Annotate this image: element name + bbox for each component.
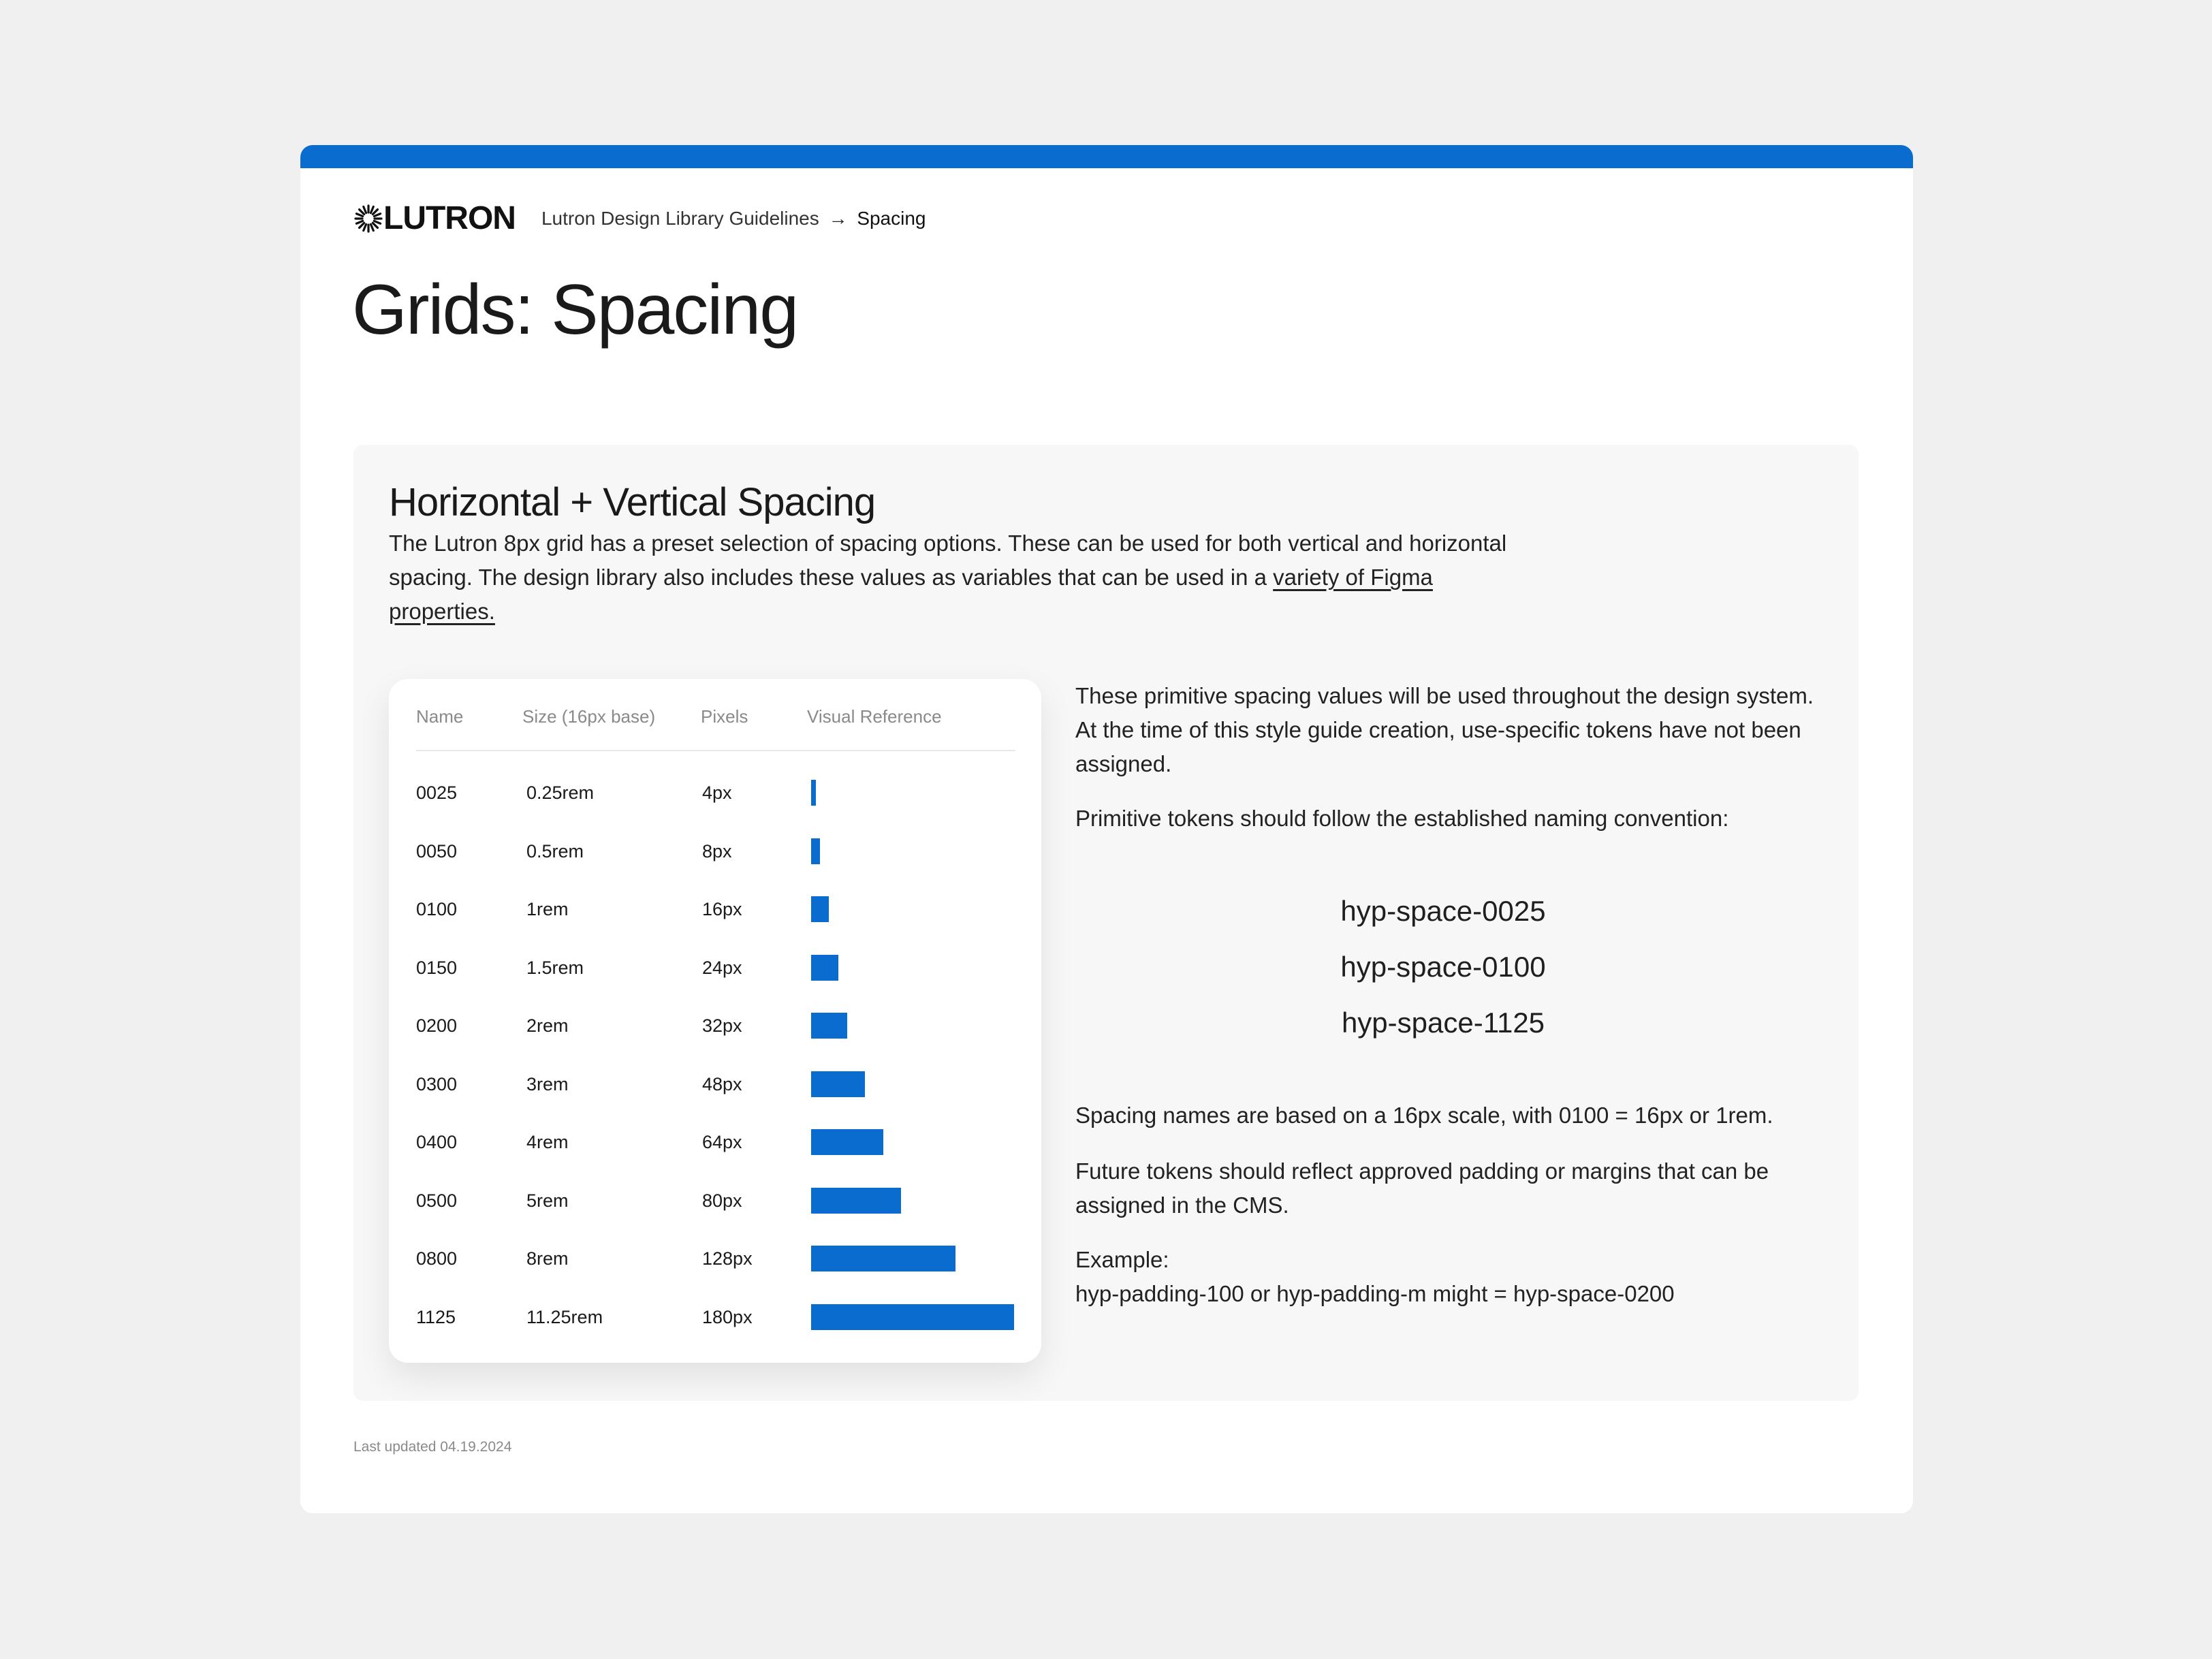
- visual-reference: [811, 838, 820, 864]
- spacing-bar: [811, 1246, 955, 1271]
- header-size: Size (16px base): [522, 706, 656, 727]
- accent-bar: [300, 145, 1913, 168]
- row-name: 0050: [416, 840, 458, 862]
- row-pixels: 64px: [702, 1132, 742, 1152]
- intro-body: The Lutron 8px grid has a preset selection of spacing options. These can be used for both vertical and horizontal spacing. The design library also includes these values as variables that can be used in a: [389, 531, 1507, 590]
- visual-reference: [811, 955, 838, 981]
- logo-text: LUTRON: [383, 200, 516, 236]
- spacing-table: [389, 679, 1041, 1363]
- row-pixels: 180px: [702, 1306, 753, 1327]
- future-tokens-note: Future tokens should reflect approved padding or margins that can be assigned in the CMS.: [1075, 1158, 1769, 1218]
- row-name: 0800: [416, 1248, 458, 1269]
- token-examples: [1075, 883, 1811, 1051]
- spacing-bar: [811, 1304, 1014, 1330]
- example-label: Example:: [1075, 1247, 1169, 1272]
- visual-reference: [811, 1246, 955, 1271]
- visual-reference: [811, 1013, 847, 1039]
- scale-note: Spacing names are based on a 16px scale, with 0100 = 16px or 1rem.: [1075, 1103, 1773, 1128]
- spacing-bar: [811, 838, 820, 864]
- row-pixels: 8px: [702, 840, 732, 862]
- last-updated: Last updated 04.19.2024: [353, 1439, 512, 1455]
- header-visual: Visual Reference: [807, 706, 942, 727]
- row-size: 8rem: [526, 1248, 569, 1269]
- token-example: hyp-space-1125: [1341, 1007, 1545, 1039]
- page-title: Grids: Spacing: [352, 270, 798, 349]
- row-pixels: 128px: [702, 1248, 753, 1269]
- table-header: [416, 706, 1015, 751]
- primitive-description: These primitive spacing values will be used throughout the design system. At the time of this style guide creation, use-specific tokens have not been assigned.: [1075, 683, 1814, 776]
- lutron-logo[interactable]: [353, 202, 516, 235]
- spacing-bar: [811, 1188, 901, 1214]
- table-row: [416, 1240, 1015, 1299]
- visual-reference: [811, 1304, 1014, 1330]
- table-row: [416, 1007, 1015, 1066]
- row-name: 0150: [416, 957, 458, 978]
- visual-reference: [811, 1188, 901, 1214]
- row-name: 1125: [416, 1306, 456, 1327]
- section-title: Horizontal + Vertical Spacing: [389, 480, 876, 524]
- row-name: 0400: [416, 1132, 458, 1152]
- row-pixels: 48px: [702, 1073, 742, 1094]
- token-example: hyp-space-0100: [1340, 951, 1546, 983]
- table-row: [416, 1124, 1015, 1182]
- table-body: [416, 774, 1015, 1357]
- row-size: 4rem: [526, 1132, 569, 1152]
- token-example: hyp-space-0025: [1340, 895, 1546, 927]
- row-pixels: 32px: [702, 1015, 742, 1036]
- header-name: Name: [416, 706, 464, 727]
- figma-properties-link[interactable]: variety of Figma properties.: [389, 565, 1433, 624]
- table-row: [416, 1182, 1015, 1241]
- example-block: [1075, 1243, 1824, 1311]
- row-name: 0300: [416, 1073, 458, 1094]
- visual-reference: [811, 1129, 883, 1155]
- visual-reference: [811, 896, 829, 922]
- table-row: [416, 949, 1015, 1008]
- spacing-bar: [811, 1071, 865, 1097]
- breadcrumb: [541, 209, 926, 228]
- spacing-bar: [811, 1013, 847, 1039]
- starburst-icon: [353, 204, 383, 234]
- row-name: 0100: [416, 899, 458, 919]
- row-size: 5rem: [526, 1190, 569, 1211]
- table-row: [416, 1299, 1015, 1357]
- row-size: 1rem: [526, 899, 569, 919]
- breadcrumb-parent[interactable]: Lutron Design Library Guidelines: [541, 208, 819, 229]
- visual-reference: [811, 780, 816, 806]
- row-size: 1.5rem: [526, 957, 584, 978]
- breadcrumb-current: Spacing: [857, 208, 926, 229]
- row-size: 11.25rem: [526, 1306, 603, 1327]
- intro-text: [389, 526, 1533, 629]
- table-row: [416, 833, 1015, 891]
- table-row: [416, 891, 1015, 949]
- row-pixels: 4px: [702, 783, 732, 803]
- row-size: 0.5rem: [526, 840, 584, 862]
- spacing-panel: [353, 445, 1859, 1401]
- row-name: 0500: [416, 1190, 458, 1211]
- row-name: 0200: [416, 1015, 458, 1036]
- spacing-bar: [811, 1129, 883, 1155]
- spacing-bar: [811, 780, 816, 806]
- header-pixels: Pixels: [701, 706, 748, 727]
- spacing-bar: [811, 896, 829, 922]
- row-pixels: 16px: [702, 899, 742, 919]
- breadcrumb-separator: →: [828, 208, 848, 229]
- visual-reference: [811, 1071, 865, 1097]
- row-size: 3rem: [526, 1073, 569, 1094]
- row-pixels: 24px: [702, 957, 742, 978]
- naming-convention-text: Primitive tokens should follow the established naming convention:: [1075, 806, 1729, 831]
- header: [353, 202, 926, 235]
- spacing-bar: [811, 955, 838, 981]
- row-name: 0025: [416, 783, 458, 803]
- row-size: 0.25rem: [526, 783, 595, 803]
- guideline-card: [300, 145, 1913, 1513]
- row-pixels: 80px: [702, 1190, 742, 1211]
- example-text: hyp-padding-100 or hyp-padding-m might = hyp-space-0200: [1075, 1281, 1675, 1306]
- table-row: [416, 774, 1015, 833]
- row-size: 2rem: [526, 1015, 569, 1036]
- table-row: [416, 1066, 1015, 1124]
